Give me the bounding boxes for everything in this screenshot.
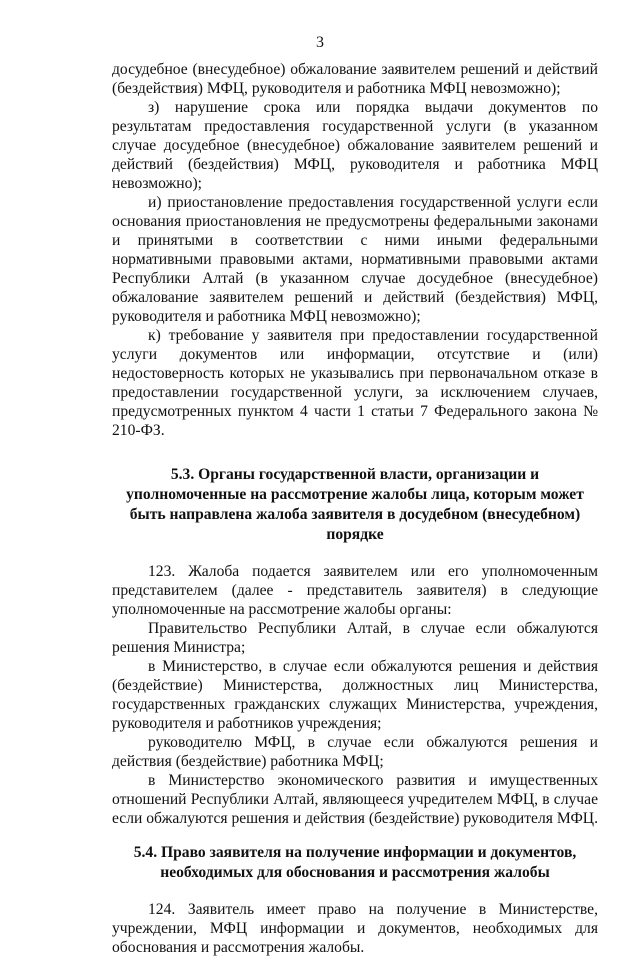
paragraph-economy-ministry: в Министерство экономического развития и имущественных отношений Республики Алтай, являющееся учредителем МФЦ, в случае если обжалуются решения и действия (бездействие) руководителя МФЦ. [112,772,598,827]
page-number: 3 [316,34,324,51]
paragraph-government: Правительство Республики Алтай, в случае если обжалуются решения Министра; [112,620,598,656]
paragraph-124: 124. Заявитель имеет право на получение в Министерстве, учреждении, МФЦ информации и документов, необходимых для обоснования и рассмотрения жалобы. [112,901,598,956]
section-heading-5-4: 5.4. Право заявителя на получение информации и документов, необходимых для обоснования и рассмотрения жалобы [133,844,577,881]
paragraph-ministry: в Министерство, в случае если обжалуются решения и действия (бездействие) Министерства, должностных лиц Министерства, государственных гражданских служащих Министерства, учреждения, руководителя и работников учреждения; [112,658,598,732]
paragraph-continuation: досудебное (внесудебное) обжалование заявителем решений и действий (бездействия) МФЦ, руководителя и работника МФЦ невозможно); [112,61,598,97]
paragraph-mfc-head: руководителю МФЦ, в случае если обжалуются решения и действия (бездействие) работника МФЦ; [112,734,598,770]
page-content [112,60,598,957]
section-heading-5-3: 5.3. Органы государственной власти, организации и уполномоченные на рассмотрение жалобы лица, которым может быть направлена жалоба заявителя в досудебном (внесудебном) порядке [126,466,584,543]
paragraph-item-z: з) нарушение срока или порядка выдачи документов по результатам предоставления государственной услуги (в указанном случае досудебное (внесудебное) обжалование заявителем решений и действий (бездействия) МФЦ, руководителя и работника МФЦ невозможно); [112,99,598,192]
paragraph-123: 123. Жалоба подается заявителем или его уполномоченным представителем (далее - представитель заявителя) в следующие уполномоченные на рассмотрение жалобы органы: [112,563,598,618]
paragraph-item-k: к) требование у заявителя при предоставлении государственной услуги документов или информации, отсутствие и (или) недостоверность которых не указывались при первоначальном отказе в предоставлении государственной услуги, за исключением случаев, предусмотренных пунктом 4 части 1 статьи 7 Федерального закона № 210-ФЗ. [112,327,598,439]
paragraph-item-i: и) приостановление предоставления государственной услуги если основания приостановления не предусмотрены федеральными законами и принятыми в соответствии с ними иными федеральными нормативными правовыми актами, нормативными правовыми актами Республики Алтай (в указанном случае досудебное (внесудебное) обжалование заявителем решений и действий (бездействия) МФЦ, руководителя и работника МФЦ невозможно); [112,194,598,325]
